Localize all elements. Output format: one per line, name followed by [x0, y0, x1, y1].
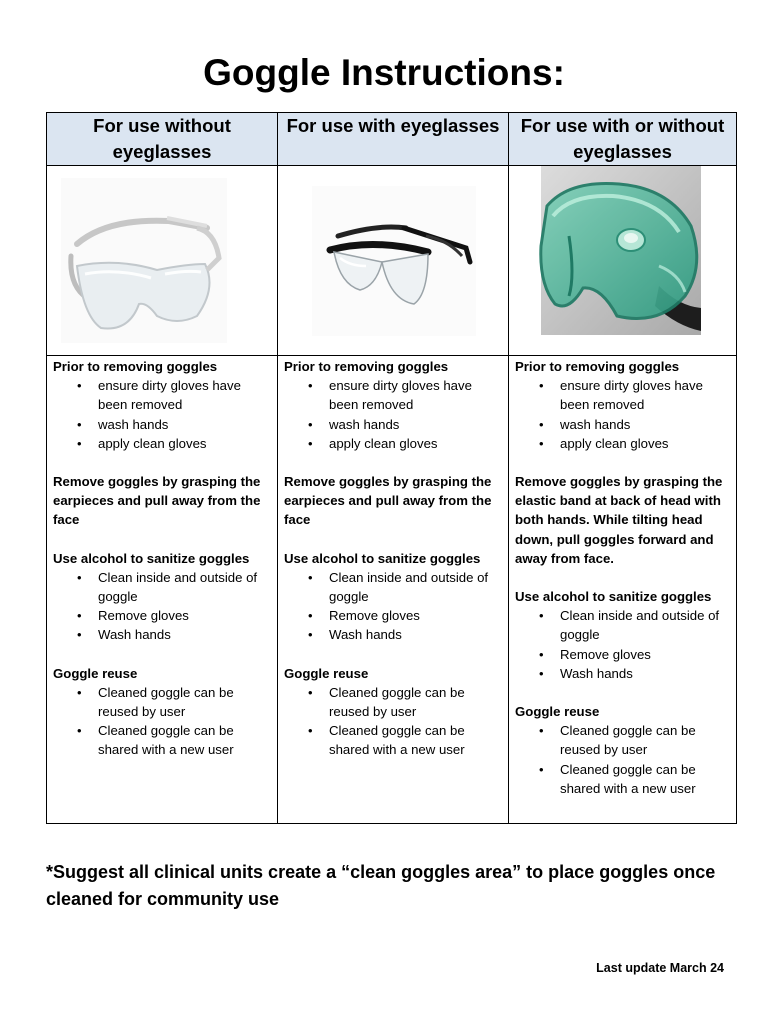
bullet-icon: • — [77, 435, 82, 451]
instructions-cell — [47, 356, 278, 824]
instructions-table — [46, 112, 737, 824]
footnote: *Suggest all clinical units create a “clean goggles area” to place goggles once cleaned for community use — [46, 862, 716, 909]
bullet-list — [53, 376, 271, 453]
instructions-row — [47, 356, 737, 824]
instructions-content — [47, 356, 277, 760]
bullet-icon: • — [77, 378, 82, 394]
bullet-list — [284, 683, 502, 760]
list-item-text: apply clean gloves — [98, 435, 207, 451]
bullet-icon: • — [308, 608, 313, 624]
bullet-icon: • — [308, 378, 313, 394]
bullet-icon: • — [308, 416, 313, 432]
list-item-text: Cleaned goggle can be shared with a new user — [98, 723, 234, 758]
list-item-text: Wash hands — [329, 627, 402, 643]
section-title: Prior to removing goggles — [284, 359, 449, 374]
bullet-icon: • — [77, 608, 82, 624]
bullet-icon: • — [539, 665, 544, 681]
list-item — [539, 606, 730, 644]
bullet-icon: • — [539, 646, 544, 662]
list-item-text: Remove gloves — [329, 608, 420, 624]
list-item-text: ensure dirty gloves have been removed — [98, 378, 241, 413]
page-title: Goggle Instructions: — [203, 52, 565, 93]
section-title: Prior to removing goggles — [53, 359, 218, 374]
list-item-text: Cleaned goggle can be reused by user — [329, 684, 465, 720]
bullet-icon: • — [539, 416, 544, 432]
removal-instructions: Remove goggles by grasping the earpieces and pull away from the face — [284, 474, 492, 528]
bullet-list — [53, 683, 271, 760]
list-item — [77, 625, 271, 644]
bullet-list — [515, 376, 730, 453]
list-item-text: Clean inside and outside of goggle — [98, 569, 258, 605]
list-item-text: wash hands — [98, 416, 169, 432]
bullet-list — [284, 568, 502, 645]
list-item — [308, 683, 502, 721]
list-item-text: wash hands — [329, 416, 400, 432]
image-cell — [47, 166, 278, 356]
list-item — [308, 434, 502, 453]
section-title: Use alcohol to sanitize goggles — [53, 550, 250, 566]
list-item — [308, 415, 502, 434]
bullet-icon: • — [308, 435, 313, 451]
section-title: Use alcohol to sanitize goggles — [284, 550, 481, 566]
list-item — [77, 376, 271, 414]
column-header: For use with eyeglasses — [278, 113, 509, 166]
table-header-row — [47, 113, 737, 166]
image-cell — [278, 166, 509, 356]
list-item — [77, 683, 271, 721]
list-item — [308, 606, 502, 625]
list-item — [539, 415, 730, 434]
section-title: Use alcohol to sanitize goggles — [515, 589, 712, 605]
bullet-icon: • — [77, 723, 82, 739]
bullet-icon: • — [77, 416, 82, 432]
list-item-text: apply clean gloves — [329, 435, 438, 451]
list-item — [539, 376, 730, 414]
bullet-icon: • — [308, 723, 313, 739]
list-item — [308, 568, 502, 606]
splash-goggles-image — [509, 166, 737, 355]
list-item-text: Wash hands — [98, 627, 171, 643]
column-header: For use with or without eyeglasses — [509, 113, 737, 166]
bullet-icon: • — [308, 684, 313, 700]
list-item-text: ensure dirty gloves have been removed — [560, 378, 703, 413]
list-item-text: Remove gloves — [560, 646, 651, 662]
section-title: Goggle reuse — [53, 665, 138, 681]
safety-glasses-image — [47, 166, 277, 355]
bullet-icon: • — [539, 378, 544, 394]
list-item-text: ensure dirty gloves have been removed — [329, 378, 472, 413]
section-title: Goggle reuse — [284, 665, 369, 681]
list-item — [539, 645, 730, 664]
instructions-cell — [278, 356, 509, 824]
bullet-icon: • — [77, 627, 82, 643]
bullet-icon: • — [77, 569, 82, 585]
column-header: For use without eyeglasses — [47, 113, 278, 166]
list-item-text: Cleaned goggle can be reused by user — [98, 684, 234, 720]
bullet-list — [284, 376, 502, 453]
bullet-icon: • — [539, 761, 544, 777]
removal-instructions: Remove goggles by grasping the earpieces and pull away from the face — [53, 474, 261, 528]
bullet-list — [515, 721, 730, 798]
instructions-content — [278, 356, 508, 760]
list-item — [77, 415, 271, 434]
over-glasses-image — [278, 166, 508, 355]
bullet-icon: • — [539, 608, 544, 624]
list-item-text: Wash hands — [560, 665, 633, 681]
instructions-content — [509, 356, 736, 798]
last-update: Last update March 24 — [596, 961, 724, 975]
list-item — [539, 760, 730, 798]
list-item-text: wash hands — [560, 416, 631, 432]
list-item-text: apply clean gloves — [560, 435, 669, 451]
bullet-icon: • — [308, 627, 313, 643]
list-item — [77, 434, 271, 453]
removal-instructions: Remove goggles by grasping the elastic band at back of head with both hands. While tilting head down, pull goggles forward and away from face. — [515, 474, 723, 566]
list-item — [539, 664, 730, 683]
list-item — [308, 721, 502, 759]
list-item-text: Cleaned goggle can be shared with a new user — [560, 761, 696, 796]
list-item — [77, 606, 271, 625]
list-item-text: Cleaned goggle can be reused by user — [560, 723, 696, 758]
image-row — [47, 166, 737, 356]
bullet-icon: • — [77, 684, 82, 700]
list-item — [539, 434, 730, 453]
list-item — [308, 625, 502, 644]
list-item-text: Clean inside and outside of goggle — [329, 569, 489, 605]
list-item — [77, 568, 271, 606]
bullet-list — [53, 568, 271, 645]
list-item — [77, 721, 271, 759]
section-title: Goggle reuse — [515, 704, 600, 720]
bullet-list — [515, 606, 730, 683]
list-item-text: Cleaned goggle can be shared with a new user — [329, 723, 465, 758]
bullet-icon: • — [539, 435, 544, 451]
list-item — [539, 721, 730, 759]
image-cell — [509, 166, 737, 356]
section-title: Prior to removing goggles — [515, 359, 680, 374]
bullet-icon: • — [539, 723, 544, 739]
list-item — [308, 376, 502, 414]
bullet-icon: • — [308, 569, 313, 585]
instructions-cell — [509, 356, 737, 824]
list-item-text: Clean inside and outside of goggle — [560, 608, 720, 643]
list-item-text: Remove gloves — [98, 608, 189, 624]
